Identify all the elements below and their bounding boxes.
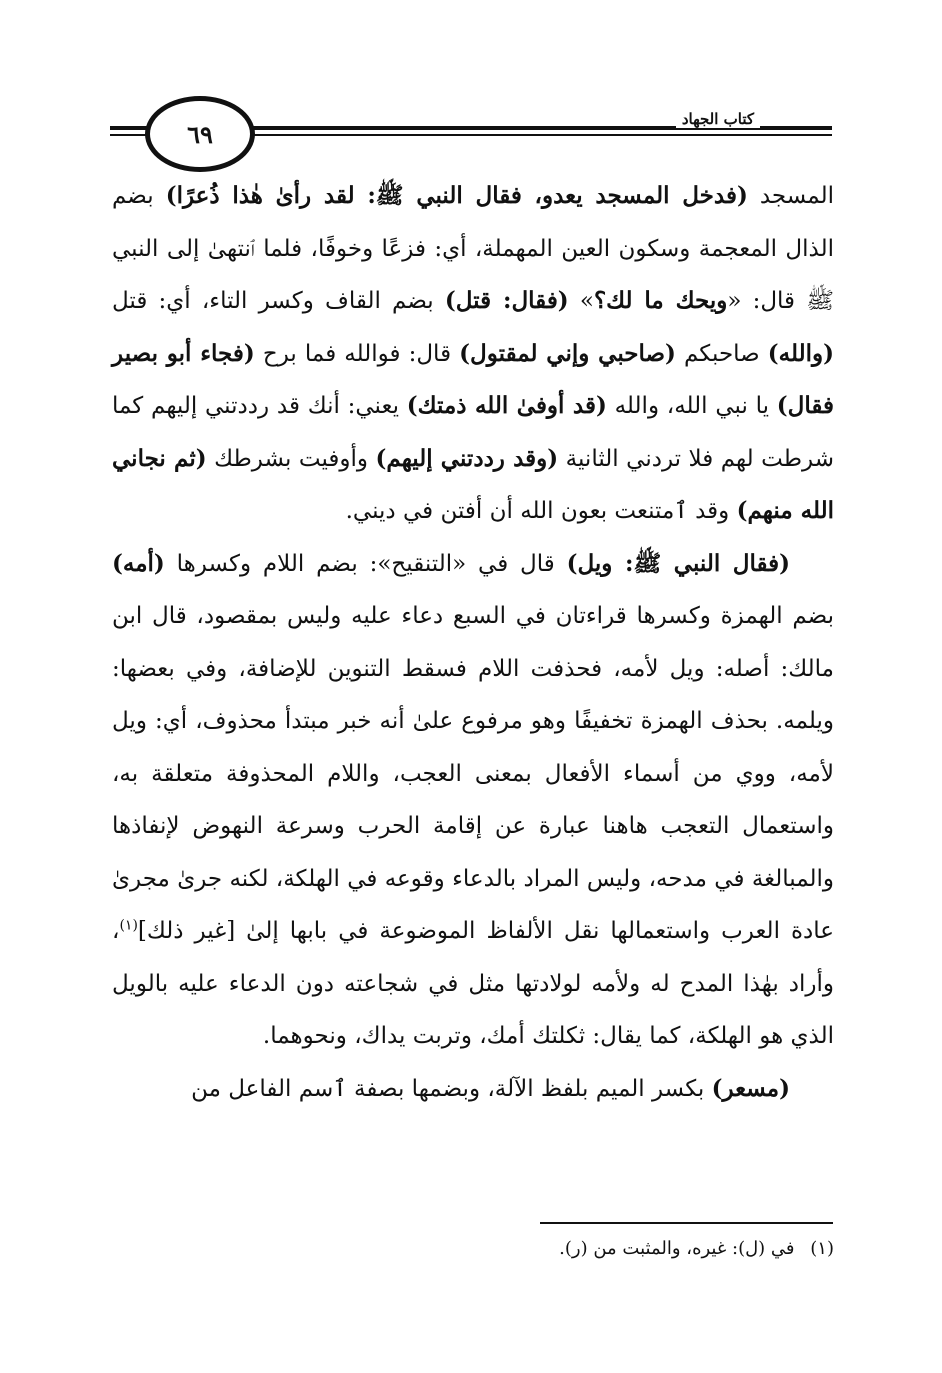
paragraph	[112, 1063, 834, 1116]
bold-text-run: (مسعر)	[711, 1074, 790, 1102]
running-title: كتاب الجهاد	[676, 110, 760, 128]
paragraph	[112, 538, 834, 1063]
header-rule-right-thin	[235, 134, 832, 136]
text-run: المسجد	[747, 183, 834, 209]
text-run: »	[568, 288, 594, 314]
page-number: ٦٩	[187, 119, 213, 149]
bold-text-run: (فقال: قتل)	[444, 287, 569, 314]
paragraph	[112, 170, 834, 538]
footnote-separator	[540, 1222, 833, 1224]
text-run: وأوفيت بشرطك	[206, 445, 376, 472]
footnote-text: في (ل): غيره، والمثبت من (ر).	[559, 1238, 795, 1259]
bold-text-run: (وقد رددتني إليهم)	[375, 444, 559, 472]
bold-text-run: (فجاء أبو بصير فقال)	[112, 339, 834, 419]
text-run: بضم الهمزة وكسرها قراءتان في السبع دعاء عليه وليس بمقصود، قال ابن مالك: أصله: ويل لأمه، فحذفت اللام فسقط التنوين للإضافة، وفي بعضها: ويلمه. بحذف الهمزة تخفيفًا وهو مرفوع علىٰ أنه خبر مبتدأ محذوف، أي: ويل لأمه، ووي من أسماء الأفعال بمعنى العجب، واللام المحذوفة متعلقة به، واستعمال التعجب هاهنا عبارة عن إقامة الحرب وسرعة النهوض لإنفاذها والمبالغة في مدحه، وليس المراد بالدعاء وقوعه في الهلكة، لكنه جرىٰ مجرىٰ عادة العرب واستعمالها نقل الألفاظ الموضوعة في بابها إلىٰ [غير ذلك]	[112, 603, 834, 944]
text-run: وقد ٱمتنعت بعون الله أن أفتن في ديني.	[345, 498, 737, 524]
page-number-badge	[145, 96, 255, 172]
page-header	[110, 96, 832, 176]
bold-text-run: (أمه)	[112, 549, 165, 577]
footnote-number: (١)	[810, 1238, 834, 1259]
bold-text-run: (قد أوفىٰ الله ذمتك)	[406, 392, 607, 419]
footnote	[300, 1234, 834, 1264]
bold-text-run: ويحك ما لك؟	[593, 287, 728, 314]
bold-text-run: (صاحبي وإني لمقتول)	[459, 339, 676, 367]
bold-text-run: (فدخل المسجد يعدو، فقال النبي ﷺ: لقد رأىٰ هٰذا ذُعرًا)	[165, 182, 748, 209]
text-run: يا نبي الله، والله	[606, 393, 777, 419]
text-run: بضم القاف وكسر التاء، أي: قتل	[112, 288, 445, 314]
text-run: ، وأراد بهٰذا المدح له ولأمه لولادتها مثل في شجاعته دون الدعاء عليه بالويل الذي هو الهلكة، كما يقال: ثكلتك أمك، وتربت يداك، ونحوهما.	[112, 918, 834, 1049]
text-run: بضم الذال المعجمة وسكون العين المهملة، أي: فزعًا وخوفًا، فلما ٱنتهىٰ إلى النبي ﷺ قال: «	[112, 183, 834, 314]
main-text	[112, 170, 834, 1115]
text-run: صاحبكم	[675, 340, 768, 367]
bold-text-run: (ثم نجاني الله منهم)	[112, 444, 834, 524]
text-run: يعني: أنك قد رددتني إليهم كما شرطت لهم فلا تردني الثانية	[112, 393, 834, 472]
text-run: بكسر الميم بلفظ الآلة، وبضمها بصفة ٱسم الفاعل من	[191, 1075, 712, 1102]
bold-text-run: (والله)	[767, 339, 835, 367]
text-run: قال في «التنقيح»: بضم اللام وكسرها	[164, 550, 567, 577]
footnote-reference: (١)	[119, 917, 138, 934]
bold-text-run: (فقال النبي ﷺ: ويل)	[566, 549, 790, 577]
text-run: قال: فوالله فما برح	[254, 340, 460, 367]
